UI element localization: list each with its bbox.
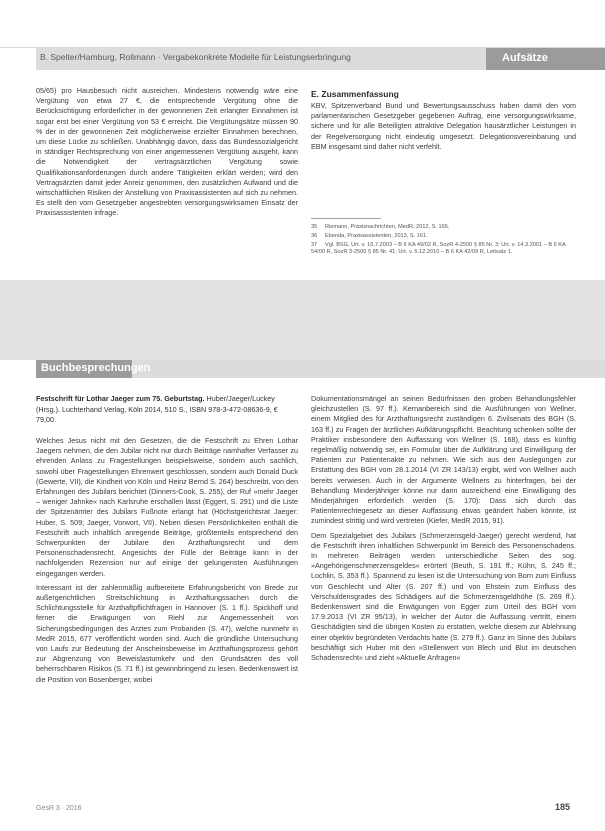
footnote-text: Vgl. BSG, Urt. v. 16.7.2003 – B 6 KA 49/02 R, SozR 4-2500 § 85 Nr. 3; Urt. v. 14.3.2001 – B 6 KA 54/00 R, SozR 3-2500 § 85 Nr. 41; Urt. v. 5.12.2010 – B 6 KA 42/09 R, Leitsatz 1. <box>311 242 566 256</box>
footnote <box>311 242 576 256</box>
section-tab-label: Aufsätze <box>502 52 548 64</box>
article-paragraph: 05/65) pro Hausbesuch nicht ausreichen. Mindestens notwendig wäre eine Vergütung von etwa 27 €, die entsprechende Vergütung ohne die Berücksichtigung erforderlicher in der gewonnenen Zeit erlangter Einnahmen ist sogar erst bei einer Vergütung von 53 € erreicht. Die Vergütungsätze müssen 90 % der in der gewonnenen Zeit möglicherweise erzielter Einnahmen berechnen, um diese Lücke zu schließen. Unabhängig davon, dass das Bundessozialgericht in ständiger Rechtsprechung von einer angemessenen Vergütung ausgeht, kann die Notwendigkeit der vertragsärztlichen Vergütung sowie Qualifikationsanforderungen durch andere Tätigkeiten erklärt werden; wird den Vertragsärzten damit jeder Anreiz genommen, den zusätzlichen Aufwand und die wirtschaftlichen Risiken der Anstellung von Praxisassistenten auf sich zu nehmen. Es stellt den vom Gesetzgeber angestrebten versorgungswirksamen Einsatz der Praxisassistenten infrage. <box>36 86 298 218</box>
footnote-text: Riemann, Praxisnachrichten, MedR, 2012, S. 165. <box>325 224 450 230</box>
section-tab-label: Buchbesprechungen <box>41 362 151 374</box>
journal-issue: GesR 3 · 2016 <box>36 805 82 812</box>
page-number: 185 <box>555 802 571 812</box>
article-right-column <box>311 101 576 152</box>
section-tab-aufsaetze <box>486 48 605 70</box>
article-left-column <box>36 86 298 219</box>
footnote-rule <box>311 218 381 219</box>
section-heading: E. Zusammenfassung <box>311 89 399 99</box>
footnote <box>311 233 576 240</box>
review-right-column <box>311 394 576 663</box>
book-citation <box>36 394 298 426</box>
separator-band <box>0 280 605 360</box>
review-paragraph: Dokumentationsmängel an seinen Bedürfnissen den groben Behandlungsfehler gleichzustellen (S. 97 ff.). Kernanbereich sind die Ausführungen von Wellner, einem Mitglied des für Arzthaftungsrecht zuständigen 6. Zivilsenats des BGH (S. 163 ff.) zu Fragen der ärztlichen Aufklärungspflicht. Beachtung schenken sollte der Praktiker insbesondere den Auffassung von Wellner (S. 168), dass es künftig regelmäßig notwendig sei, ein Formular über die Aufklärung und Einwilligung der Patienten zur Patientenakte zu nehmen. Wie sich aus den Auslegungen zur Erstattung des BGH vom 28.1.2014 (VI ZR 143/13) ergibt, wird von Wellner auch bereits verwiesen. Auch in der Argumente Wellners zu hinterfragen, bei der Behandlung Minderjähriger könne nur dann ausreichend eine Einwilligung des Minderjährigen erforderlich werden (S. 170): Dass sich durch das Patientenrechtegesetz an dieser Auffassung etwas geändert haben könnte, ist zumindest strittig und wird vertreten (Kiefer, MedR 2015, 91). <box>311 394 576 526</box>
book-title: Festschrift für Lothar Jaeger zum 75. Geburtstag. <box>36 394 205 403</box>
section-tab-buchbesprechungen <box>36 360 151 378</box>
review-paragraph: Dem Spezialgebiet des Jubilars (Schmerzensgeld-Jaeger) gerecht werdend, hat die Festschrift ihren inhaltlichen Schwerpunkt im Bereich des Personenschadens. In mehreren Beiträgen werden unterschiedliche Seiten des sog. »Angehörigenschmerzensgeldes« erörtert (Beuth, S. 191 ff.; Kühn, S. 245 ff.; Lochlin, S. 353 ff.). Spannend zu lesen ist die Untersuchung von Born zum Einfluss von Geschlecht und Alter (S. 207 ff.) und von Ehstein zum Einfluss des Verschuldensgrades des Schädigers auf die Schmerzensgeldhöhe (S. 269 ff.). Bedenkenswert sind die Erwägungen von Egger zum Urteil des BGH vom 17.9.2013 (VI ZR 95/13), in welcher der Autor die Auffassung vertritt, einem Geschädigten sind die übrigen Kosten zu erstatten, welche diesem zur Ablehnung einer objektiv begründeten Verdachts hatte (S. 279 ff.). Ganz im Sinne des Jubilars beschäftigt sich Huber mit den »Stellenwert von Blech und Blut im deutschen Schadensrecht« und zieht »Aktuelle Anfragen« <box>311 530 576 663</box>
review-left-column <box>36 436 298 685</box>
book-editors: Huber/Jaeger/Luckey (Hrsg.). Luchterhand Verlag, Köln 2014, 510 S., ISBN 978-3-472-08636-9, € 79,00. <box>36 394 278 425</box>
footnote-number: 36 <box>311 233 318 239</box>
footnote <box>311 224 576 231</box>
footnote-number: 35 <box>311 224 318 230</box>
footnote-number: 37 <box>311 242 318 248</box>
footnote-text: Ebenda, Praxisassistenten, 2013, S. 161. <box>325 233 428 239</box>
review-paragraph: Interessant ist der zahlenmäßig aufbereitete Erfahrungsbericht von Brede zur außergerichtlichen Streitschlichtung in Arzthaftungssachen durch die Schlichtungsstelle für Arzthaftpflichtfragen in Hannover (S. 1 ff.). Spickhoff und ferner die Erwägungen von Riehl zur Angemessenheit von Sicherungsbedingungen des Arztes zum Probanden (S. 47), welche nunmehr in MedR 2015, 677 veröffentlicht worden sind. Auch die gründliche Untersuchung von Laufs zur Bedeutung der Anscheinsbeweise im Arzthaftungsprozess gehört zur Abgrenzung von Beweislastumkehr und den Grundsätzen des voll beherrschbaren Risikos (S. 71 ff.) ist gewinnbringend zu lesen. Bedenkenswert ist die Position von Bosenberger, wobei <box>36 582 298 684</box>
running-title: B. Spelter/Hamburg, Rollmann · Vergabekonkrete Modelle für Leistungserbringung <box>40 52 351 62</box>
review-paragraph: Welches Jesus nicht mit den Gesetzen, die die Festschrift zu Ehren Lothar Jaegers nehmen, die den Jubilar nicht nur durch Beiträge namhafter Verfasser zu ehrenden Anlass zu Fragestellungen beispielsweise, sondern auch sachlich, sowohl über Fragestellungen Ehrenwert geschlossen, sondern auch Donald Duck (Gewerte, VII), die Kindheit von Köln und Heinz Bernd S. 264) beschreibt, von den Erfahrungen des Jubilars berichtet (Dinners-Cook, S. 255), der Ruf »mehr Jaeger – weniger Jahnke« nach Karlsruhe erschallen lässt (Eggert, S. 291) und die Liste der Spitzenämter des Jubilars Fußnote erlangt hat (Höchstgerichtsrat Jaeger: Huber, S. 509; Jaeger, Vorwort, VII). Neben diesen Persönlichkeiten enthält die Festschrift auch inhaltlich anregende Beiträge, größtenteils entsprechend den Schwerpunkten der Jubilare den Arzthaftungsrecht und dem Personenschadensrecht. Angesichts der Fülle der Beiträge kann in der nachfolgenden Rezension nur auf einige der gelungensten Ausführungen eingegangen werden. <box>36 436 298 578</box>
summary-paragraph: KBV, Spitzenverband Bund und Bewertungsausschuss haben damit den vom parlamentarischen Gesetzgeber gegebenen Auftrag, eine versorgungswirksame, sichere und für alle Beteiligten attraktive Delegation hausärztlicher Leistungen in der Regelversorgung nicht eindeutig umgesetzt. Delegationsvereinbarung und EBM insgesamt sind daher nicht verfehlt. <box>311 101 576 151</box>
